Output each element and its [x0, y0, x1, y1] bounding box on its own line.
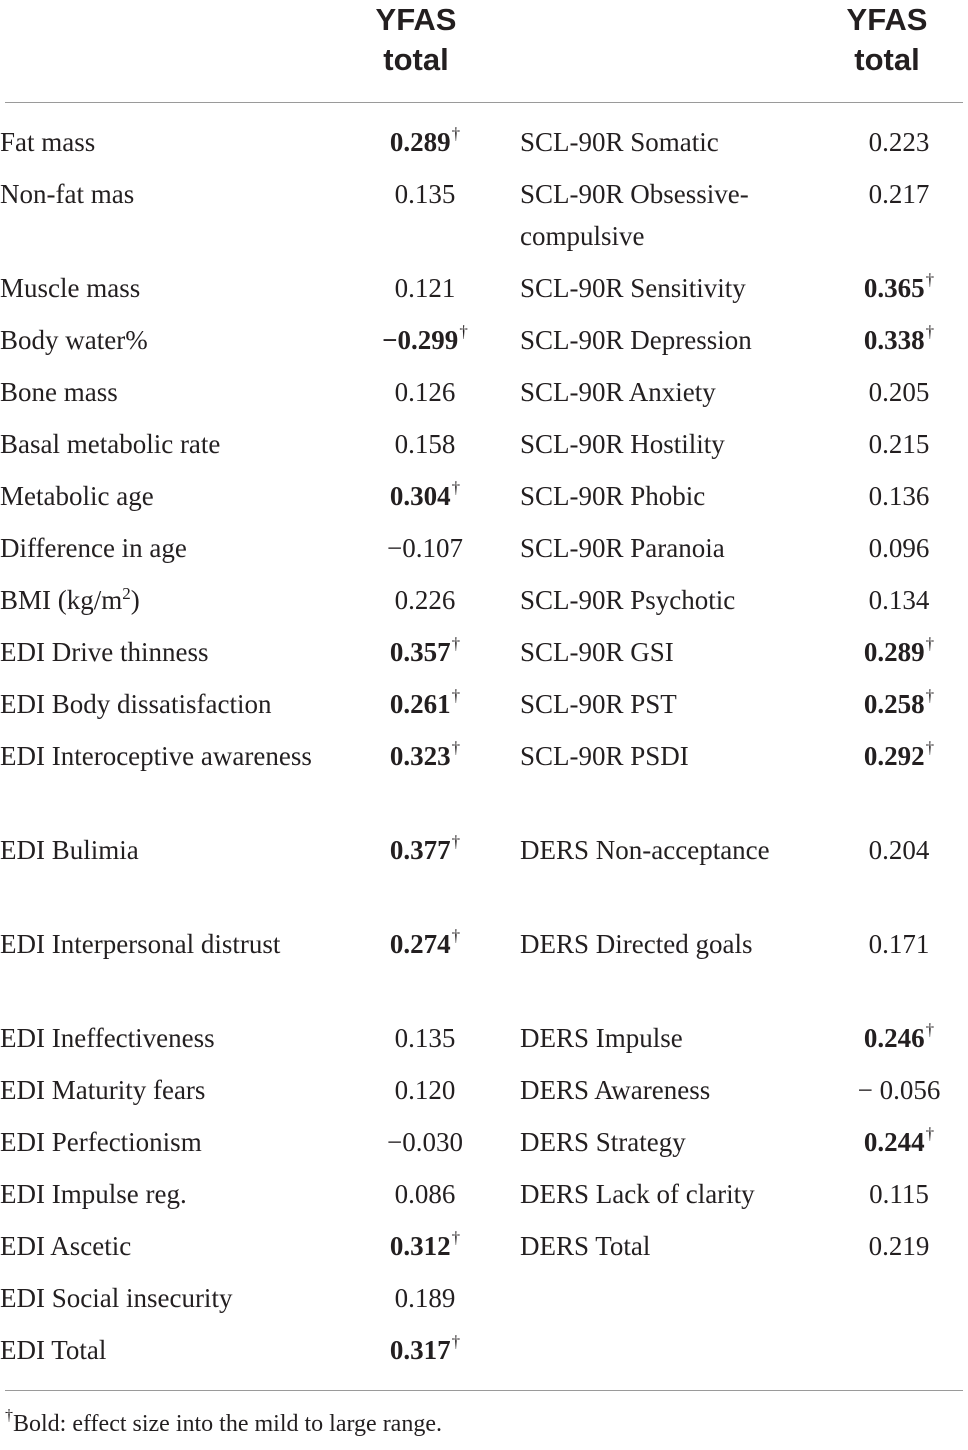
row-value-left-number: −0.107: [387, 533, 463, 563]
row-label-right-text: SCL-90R GSI: [520, 637, 674, 667]
row-value-left-number: −0.030: [387, 1127, 463, 1157]
dagger-mark: †: [451, 686, 461, 705]
row-value-left: [330, 173, 520, 267]
table-row: [0, 371, 968, 423]
dagger-mark: †: [451, 124, 461, 143]
row-label-left: [0, 1017, 330, 1069]
dagger-mark: †: [451, 634, 461, 653]
row-value-right: [830, 1017, 968, 1069]
row-value-left: [330, 1173, 520, 1225]
row-label-right-text: SCL-90R Obsessive-compulsive: [520, 179, 749, 251]
table-row: [0, 683, 968, 735]
row-label-left-text: EDI Social insecurity: [0, 1283, 233, 1313]
row-value-left-number: 0.120: [394, 1075, 456, 1105]
row-label-right-text: SCL-90R PST: [520, 689, 677, 719]
row-label-right: [520, 1225, 830, 1277]
row-value-left-number: 0.121: [394, 273, 456, 303]
row-label-right: [520, 683, 830, 735]
row-value-left-number: 0.274: [389, 929, 451, 959]
row-label-right-text: SCL-90R PSDI: [520, 741, 689, 771]
row-label-left-text: EDI Interoceptive awareness: [0, 741, 312, 771]
row-label-left-text: Non-fat mas: [0, 179, 135, 209]
table-row: [0, 923, 968, 1017]
row-value-right-number: 0.289: [863, 637, 925, 667]
row-value-right: [830, 579, 968, 631]
row-value-left-number: 0.135: [394, 1023, 456, 1053]
row-value-left: [330, 319, 520, 371]
row-label-right: [520, 173, 830, 267]
row-value-right-number: 0.258: [863, 689, 925, 719]
dagger-mark: †: [925, 634, 935, 653]
row-label-right: [520, 1329, 830, 1381]
row-value-right-number: 0.204: [868, 835, 930, 865]
row-value-left-number: 0.357: [389, 637, 451, 667]
row-value-right: [830, 683, 968, 735]
row-value-right: [830, 1277, 968, 1329]
row-label-left-text: EDI Drive thinness: [0, 637, 209, 667]
row-label-left-text: EDI Perfectionism: [0, 1127, 202, 1157]
row-label-right: [520, 371, 830, 423]
table-row: [0, 267, 968, 319]
row-label-left-text: Body water%: [0, 325, 148, 355]
row-label-right-text: DERS Non-acceptance: [520, 835, 770, 865]
row-value-right-number: 0.244: [863, 1127, 925, 1157]
row-label-left: [0, 1329, 330, 1381]
row-value-left: [330, 1017, 520, 1069]
row-label-right-text: DERS Total: [520, 1231, 651, 1261]
row-label-right-text: SCL-90R Depression: [520, 325, 752, 355]
row-label-right: [520, 735, 830, 829]
row-value-left-number: 0.289: [389, 127, 451, 157]
row-value-left: [330, 267, 520, 319]
row-label-right: [520, 319, 830, 371]
dagger-mark: †: [925, 686, 935, 705]
row-value-right: [830, 1173, 968, 1225]
row-value-left-number: 0.189: [394, 1283, 456, 1313]
row-label-right-text: SCL-90R Paranoia: [520, 533, 725, 563]
table-row: [0, 631, 968, 683]
row-label-right-text: DERS Lack of clarity: [520, 1179, 755, 1209]
row-value-right-number: 0.219: [868, 1231, 930, 1261]
row-label-left-text: EDI Ineffectiveness: [0, 1023, 215, 1053]
row-value-right: [830, 267, 968, 319]
row-value-left-number: 0.323: [389, 741, 451, 771]
table-row: [0, 173, 968, 267]
table-row: [0, 527, 968, 579]
row-label-right: [520, 1277, 830, 1329]
table-row: [0, 1329, 968, 1381]
row-label-left: [0, 1277, 330, 1329]
column-header-yfas-total-left: [346, 0, 486, 80]
row-label-left: [0, 267, 330, 319]
row-value-left: [330, 1277, 520, 1329]
row-value-left-number: 0.261: [389, 689, 451, 719]
dagger-mark: †: [925, 738, 935, 757]
row-value-right-number: 0.134: [868, 585, 930, 615]
row-label-right-text: SCL-90R Somatic: [520, 127, 719, 157]
row-label-left-text: Muscle mass: [0, 273, 141, 303]
row-value-left-number: 0.135: [394, 179, 456, 209]
row-label-left-text: EDI Interpersonal distrust: [0, 929, 281, 959]
row-value-left: [330, 829, 520, 923]
row-value-left: [330, 735, 520, 829]
row-label-right: [520, 631, 830, 683]
table-row: [0, 1017, 968, 1069]
row-label-right: [520, 121, 830, 173]
row-value-left: [330, 527, 520, 579]
row-value-left-number: 0.377: [389, 835, 451, 865]
row-label-left: [0, 1225, 330, 1277]
row-label-right: [520, 829, 830, 923]
row-label-left-text: EDI Maturity fears: [0, 1075, 206, 1105]
row-label-right: [520, 1017, 830, 1069]
table-row: [0, 1173, 968, 1225]
row-value-left: [330, 683, 520, 735]
row-label-right-text: DERS Strategy: [520, 1127, 686, 1157]
footnote-text: Bold: effect size into the mild to large range.: [13, 1411, 442, 1437]
row-value-right: [830, 1329, 968, 1381]
row-label-right: [520, 475, 830, 527]
row-value-right-number: 0.246: [863, 1023, 925, 1053]
row-label-superscript: 2: [122, 584, 131, 603]
row-label-left: [0, 371, 330, 423]
row-value-left-number: 0.126: [394, 377, 456, 407]
row-label-left: [0, 423, 330, 475]
row-value-right: [830, 1225, 968, 1277]
row-label-left: [0, 683, 330, 735]
row-label-right-text: SCL-90R Phobic: [520, 481, 706, 511]
row-value-left: [330, 475, 520, 527]
row-label-suffix: ): [130, 585, 140, 615]
row-value-right: [830, 173, 968, 267]
footnote-dagger: †: [5, 1407, 13, 1424]
table-row: [0, 829, 968, 923]
row-label-right-text: SCL-90R Hostility: [520, 429, 725, 459]
row-value-left: [330, 579, 520, 631]
table-row: [0, 1277, 968, 1329]
row-label-right-text: SCL-90R Anxiety: [520, 377, 716, 407]
row-value-left: [330, 1225, 520, 1277]
table-body: [0, 121, 968, 1381]
row-value-right-number: 0.292: [863, 741, 925, 771]
row-value-left-number: 0.158: [394, 429, 456, 459]
row-label-left-text: Difference in age: [0, 533, 187, 563]
row-value-left: [330, 1329, 520, 1381]
dagger-mark: †: [451, 926, 461, 945]
row-value-left-number: −0.299: [382, 325, 459, 355]
dagger-mark: †: [925, 1020, 935, 1039]
dagger-mark: †: [451, 738, 461, 757]
row-value-right-number: − 0.056: [857, 1075, 941, 1105]
row-value-right-number: 0.338: [863, 325, 925, 355]
row-value-right-number: 0.096: [868, 533, 930, 563]
table-bottom-rule: [5, 1390, 963, 1391]
row-label-left-text: Bone mass: [0, 377, 118, 407]
dagger-mark: †: [925, 270, 935, 289]
row-label-left: [0, 735, 330, 829]
row-label-left: [0, 631, 330, 683]
dagger-mark: †: [925, 322, 935, 341]
dagger-mark: †: [451, 832, 461, 851]
row-value-right-number: 0.115: [869, 1179, 929, 1209]
table-row: [0, 579, 968, 631]
row-label-left-text: EDI Bulimia: [0, 835, 139, 865]
table-row: [0, 423, 968, 475]
table-row: [0, 1225, 968, 1277]
row-label-right: [520, 923, 830, 1017]
dagger-mark: †: [451, 1332, 461, 1351]
row-value-left: [330, 923, 520, 1017]
row-value-right: [830, 631, 968, 683]
row-value-left: [330, 423, 520, 475]
row-value-right: [830, 735, 968, 829]
row-label-right-text: DERS Awareness: [520, 1075, 711, 1105]
row-value-right: [830, 1069, 968, 1121]
table-row: [0, 1121, 968, 1173]
row-value-left: [330, 121, 520, 173]
row-label-left: [0, 1121, 330, 1173]
row-label-right-text: SCL-90R Sensitivity: [520, 273, 746, 303]
row-label-left: [0, 1173, 330, 1225]
row-value-left-number: 0.226: [394, 585, 456, 615]
row-value-right: [830, 475, 968, 527]
table-row: [0, 1069, 968, 1121]
row-label-left-text: EDI Total: [0, 1335, 107, 1365]
row-label-left: [0, 319, 330, 371]
row-value-left: [330, 1121, 520, 1173]
row-label-left: [0, 121, 330, 173]
row-value-right-number: 0.217: [868, 179, 930, 209]
row-label-right: [520, 423, 830, 475]
dagger-mark: †: [451, 1228, 461, 1247]
row-label-left: [0, 579, 330, 631]
row-label-right: [520, 527, 830, 579]
table-row: [0, 121, 968, 173]
row-value-left-number: 0.304: [389, 481, 451, 511]
dagger-mark: †: [459, 322, 468, 341]
header-line-1: YFAS total: [375, 2, 457, 77]
row-label-right-text: DERS Impulse: [520, 1023, 683, 1053]
row-value-right-number: 0.136: [868, 481, 930, 511]
table-top-rule: [5, 102, 963, 103]
row-value-right: [830, 923, 968, 1017]
row-value-right: [830, 423, 968, 475]
row-value-right: [830, 829, 968, 923]
row-label-left-text: Basal metabolic rate: [0, 429, 221, 459]
table-row: [0, 735, 968, 829]
table-footnote: [5, 1408, 442, 1440]
row-value-right: [830, 1121, 968, 1173]
row-label-left-text: Metabolic age: [0, 481, 154, 511]
table-row: [0, 475, 968, 527]
row-label-right: [520, 1069, 830, 1121]
row-value-left: [330, 1069, 520, 1121]
row-label-right-text: SCL-90R Psychotic: [520, 585, 736, 615]
row-label-left-text: EDI Body dissatisfaction: [0, 689, 272, 719]
row-value-right: [830, 371, 968, 423]
correlation-table: [0, 121, 968, 1381]
header-line-2: YFAS total: [846, 2, 928, 77]
row-label-right-text: DERS Directed goals: [520, 929, 753, 959]
row-value-right-number: 0.223: [868, 127, 930, 157]
row-label-left: [0, 527, 330, 579]
dagger-mark: †: [925, 1124, 935, 1143]
table-row: [0, 319, 968, 371]
row-value-left: [330, 631, 520, 683]
row-value-left: [330, 371, 520, 423]
row-label-left-text: Fat mass: [0, 127, 96, 157]
row-value-right-number: 0.365: [863, 273, 925, 303]
dagger-mark: †: [451, 478, 461, 497]
row-label-left: [0, 475, 330, 527]
row-label-left: [0, 1069, 330, 1121]
row-label-left-text: EDI Ascetic: [0, 1231, 132, 1261]
row-label-right: [520, 1121, 830, 1173]
row-value-right: [830, 527, 968, 579]
row-label-right: [520, 267, 830, 319]
row-label-right: [520, 1173, 830, 1225]
row-label-left-text: EDI Impulse reg.: [0, 1179, 187, 1209]
row-value-right: [830, 319, 968, 371]
row-value-right-number: 0.215: [868, 429, 930, 459]
row-value-left-number: 0.312: [389, 1231, 451, 1261]
column-header-yfas-total-right: [817, 0, 957, 80]
row-value-right-number: 0.171: [868, 929, 930, 959]
row-value-right-number: 0.205: [868, 377, 930, 407]
row-label-left: [0, 173, 330, 267]
row-value-left-number: 0.317: [389, 1335, 451, 1365]
row-label-left: [0, 923, 330, 1017]
row-value-right: [830, 121, 968, 173]
row-label-right: [520, 579, 830, 631]
row-label-left-text: BMI (kg/m: [0, 585, 123, 615]
row-value-left-number: 0.086: [394, 1179, 456, 1209]
row-label-left: [0, 829, 330, 923]
